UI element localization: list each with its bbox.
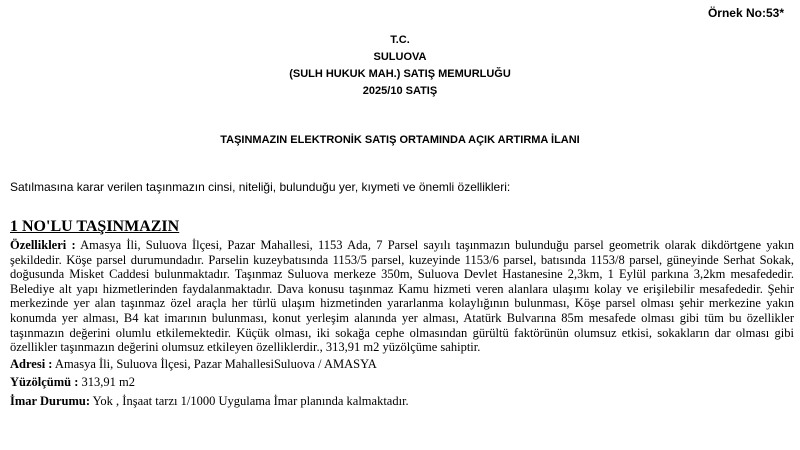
features-text: Amasya İli, Suluova İlçesi, Pazar Mahallesi, 1153 Ada, 7 Parsel sayılı taşınmazın bulunduğu parsel geometrik olarak dikdörtgene yakın şekildedir. Köşe parsel durumundadır. Parselin kuzeybatısında 1153/5 parsel, kuzeyinde 1153/6 parsel, batısında 1153/8 parsel, güneyinde Serhat Sokak, doğusunda Misket Caddesi bulunmaktadır. Taşınmaz Suluova merkeze 350m, Suluova Devlet Hastanesine 2,3km, 1 Eylül parkına 3,2km mesafededir. Belediye alt yapı hizmetlerinden faydalanmaktadır. Dava konusu taşınmaz Kamu hizmeti veren alanlara ulaşımı kolay ve erişilebilir mesafededir. Şehir merkezinde yer alan taşınmaz özel araçla her türlü ulaşım hizmetinden yararlanma kolaylığının bulunması, Köşe parsel olması şehir merkezine yakın konumda yer alması, B4 kat imarının bulunması, konut yerleşim alanında yer alması, Atatürk Bulvarına 85m mesafede olması gibi tüm bu özellikler taşınmazın değerini olumlu etkilemektedir. Küçük olması, iki sokağa cephe olmasından gürültü faktörünün olumsuz etkisi, sokakların dar olması gibi özellikler taşınmazın değerini olumsuz etkileyen özelliklerdir., 313,91 m2 yüzölçüme sahiptir.: [10, 238, 794, 355]
sample-number: Örnek No:53*: [707, 6, 784, 20]
area-text: 313,91 m2: [78, 375, 136, 390]
header-line-city: SULUOVA: [373, 51, 427, 63]
zoning-text: Yok , İnşaat tarzı 1/1000 Uygulama İmar planında kalmaktadır.: [89, 393, 409, 408]
property-address: [10, 355, 794, 374]
area-label: Yüzölçümü :: [10, 375, 79, 390]
property-title: 1 NO'LU TAŞINMAZIN: [10, 218, 180, 235]
header-line-tc: T.C.: [390, 34, 410, 46]
announcement-title: TAŞINMAZIN ELEKTRONİK SATIŞ ORTAMINDA AÇIK ARTIRMA İLANI: [220, 134, 580, 146]
property-zoning: [10, 392, 794, 411]
header-line-case: 2025/10 SATIŞ: [362, 85, 438, 97]
property-features: [10, 238, 794, 355]
intro-text: Satılmasına karar verilen taşınmazın cinsi, niteliği, bulunduğu yer, kıymeti ve önemli özellikleri:: [10, 180, 511, 194]
features-label: Özellikleri :: [10, 238, 76, 252]
property-area: [10, 373, 794, 392]
address-text: Amasya İli, Suluova İlçesi, Pazar MahallesiSuluova / AMASYA: [52, 356, 377, 371]
address-label: Adresi :: [10, 356, 53, 371]
document-header: [0, 32, 800, 100]
zoning-label: İmar Durumu:: [10, 393, 90, 408]
property-section: [10, 218, 794, 410]
header-line-office: (SULH HUKUK MAH.) SATIŞ MEMURLUĞU: [289, 68, 511, 80]
